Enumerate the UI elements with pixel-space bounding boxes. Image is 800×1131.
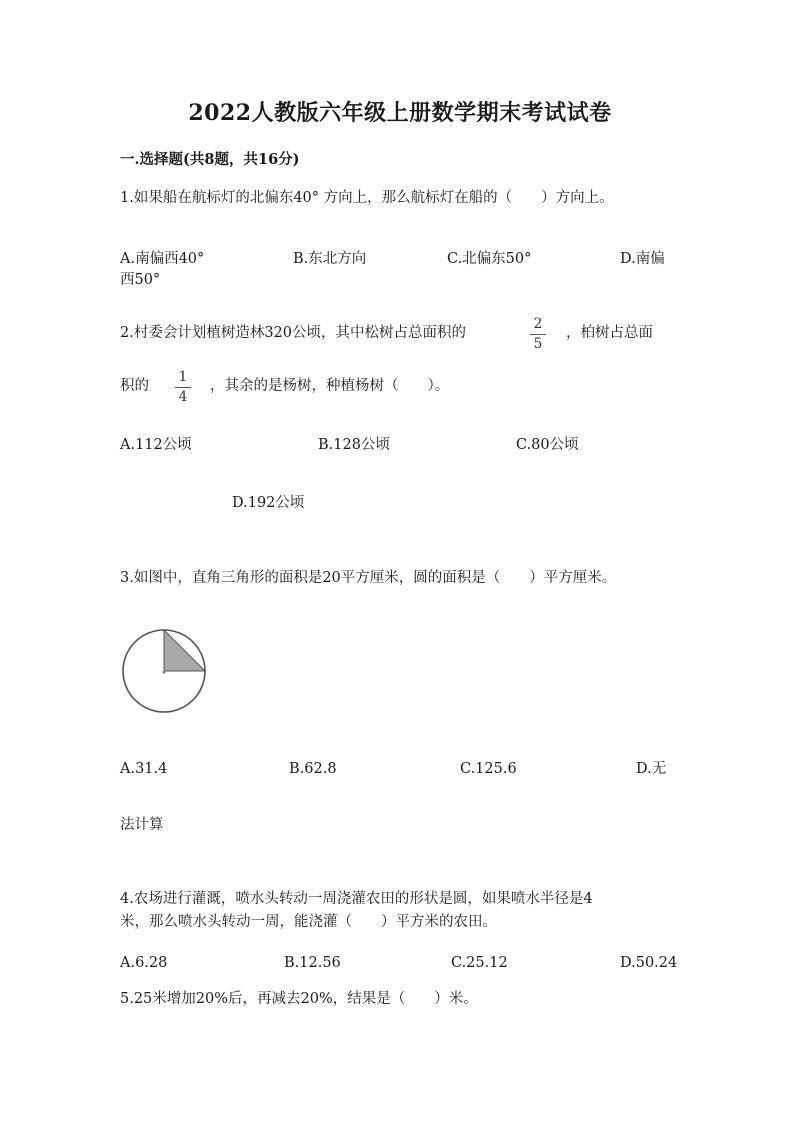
- question-1-option-d-wrap: 西50°: [120, 272, 161, 288]
- fraction-denominator: 5: [533, 336, 543, 352]
- question-3-option-d: D.无: [636, 761, 667, 777]
- fraction-numerator: 2: [533, 316, 543, 332]
- question-4-stem-line2: 米，那么喷水头转动一周，能浇灌（ ）平方米的农田。: [120, 914, 497, 930]
- section-heading: 一.选择题(共8题，共16分): [120, 151, 300, 168]
- question-2-stem-part4: ，其余的是杨树，种植杨树（ ）。: [210, 378, 450, 394]
- fraction-denominator: 4: [178, 389, 188, 405]
- circle-triangle-figure: [120, 624, 210, 716]
- question-3-option-a: A.31.4: [120, 761, 168, 777]
- fraction-numerator: 1: [178, 369, 188, 385]
- question-4-option-b: B.12.56: [284, 955, 341, 971]
- question-3-option-c: C.125.6: [460, 761, 517, 777]
- question-2-stem-part2: ，柏树占总面: [566, 325, 653, 341]
- question-4-option-d: D.50.24: [620, 955, 678, 971]
- question-5-stem: 5.25米增加20%后，再减去20%，结果是（ ）米。: [120, 991, 478, 1007]
- question-1-option-d: D.南偏: [620, 251, 665, 267]
- question-2-option-a: A.112公顷: [120, 437, 192, 453]
- question-4-option-c: C.25.12: [451, 955, 508, 971]
- question-4-option-a: A.6.28: [120, 955, 168, 971]
- question-2-stem-part3: 积的: [120, 378, 149, 394]
- question-1-option-a: A.南偏西40°: [120, 251, 205, 267]
- question-3-option-b: B.62.8: [289, 761, 337, 777]
- fraction-two-fifths: [528, 316, 548, 353]
- question-2-option-b: B.128公顷: [318, 437, 390, 453]
- fraction-bar: [530, 334, 546, 335]
- question-2-option-c: C.80公顷: [516, 437, 579, 453]
- question-1-option-c: C.北偏东50°: [447, 251, 532, 267]
- page-title: 2022人教版六年级上册数学期末考试试卷: [188, 100, 612, 126]
- question-3-stem: 3.如图中，直角三角形的面积是20平方厘米，圆的面积是（ ）平方厘米。: [120, 570, 617, 586]
- question-2-option-d: D.192公顷: [232, 495, 305, 511]
- question-1-option-b: B.东北方向: [293, 251, 367, 267]
- fraction-bar: [175, 387, 191, 388]
- question-4-stem-line1: 4.农场进行灌溉，喷水头转动一周浇灌农田的形状是圆，如果喷水半径是4: [120, 891, 593, 907]
- question-2-stem-part1: 2.村委会计划植树造林320公顷，其中松树占总面积的: [120, 325, 467, 341]
- circle-center-dot: [162, 670, 165, 673]
- question-3-option-d-wrap: 法计算: [120, 817, 164, 833]
- fraction-one-quarter: [173, 369, 193, 406]
- question-1-stem: 1.如果船在航标灯的北偏东40° 方向上，那么航标灯在船的（ ）方向上。: [120, 190, 614, 206]
